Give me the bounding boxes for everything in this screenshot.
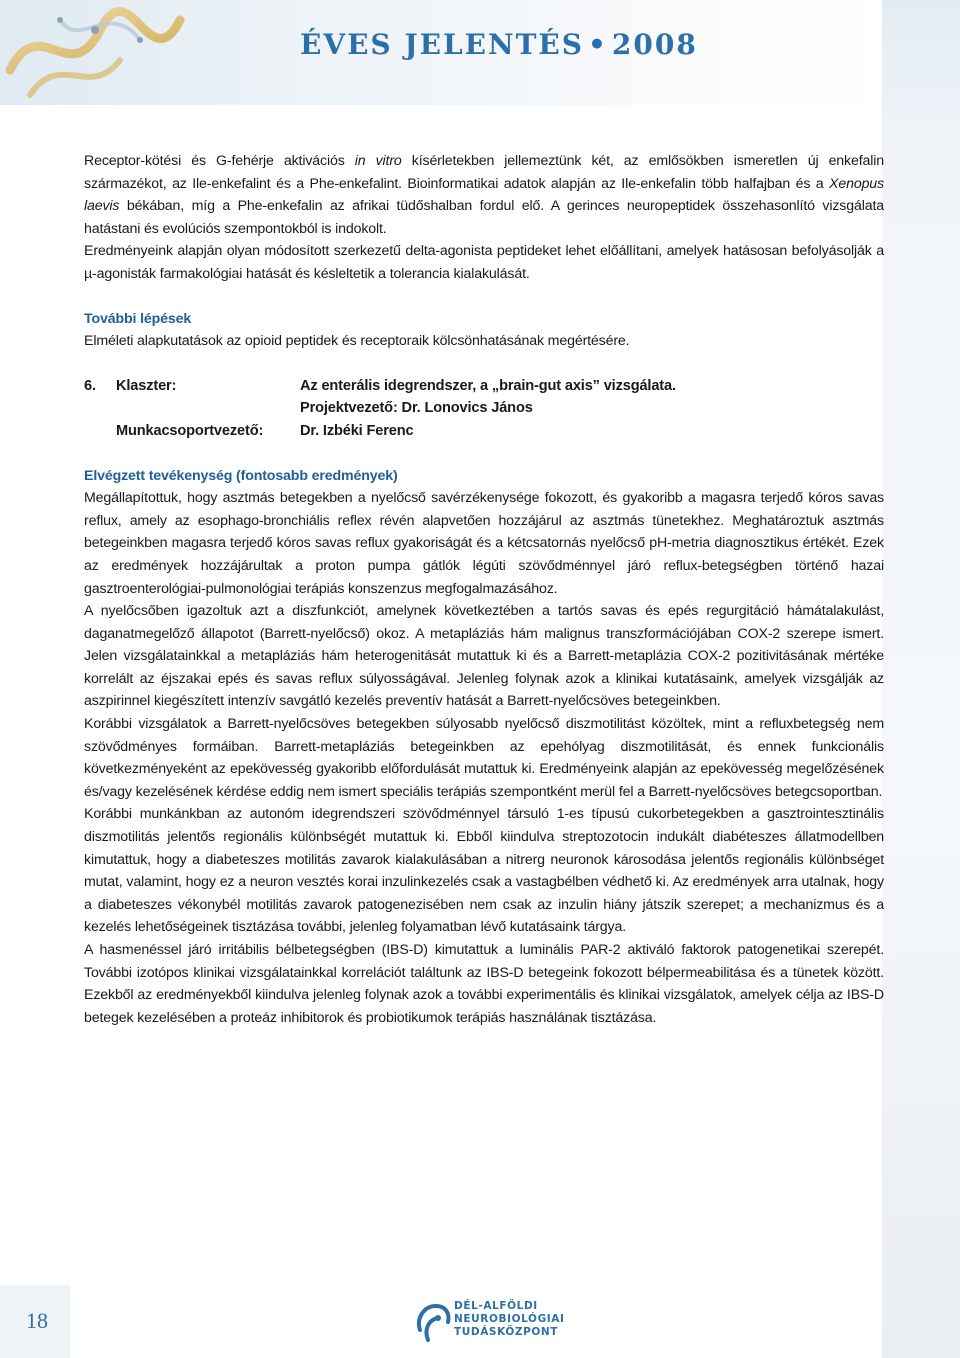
results-heading: Elvégzett tevékenység (fontosabb eredmények) xyxy=(84,467,398,484)
next-steps-heading: További lépések xyxy=(84,310,192,327)
page-side-band xyxy=(882,0,960,1358)
neuro-center-logo-icon xyxy=(414,1300,452,1344)
results-paragraph: A hasmenéssel járó irritábilis bélbetegségben (IBS-D) kimutattuk a luminális PAR-2 aktiváló faktorok patogenetikai szerepét. További izotópos klinikai vizsgálatainkkal korrelációt találtunk az IBS-D betegeink fokozott bélpermeabilitása és a tünetek között. Ezekből az eredményekből kiindulva jelenleg folynak azok a további experimentális és klinikai vizsgálatok, amelyek célja az IBS-D betegek kezelésében a proteáz inhibitorok és probiotikumok terápiás használának tisztázása. xyxy=(84,942,884,1026)
results-paragraph: Korábbi munkánkban az autonóm idegrendszeri szövődménnyel társuló 1-es típusú cukorbetegekben a gasztrointesztinális diszmotilitás jelentős regionális különbségét mutattuk ki. Ebből kiindulva streptozotocin indukált diabéteszes állatmodellben kimutattuk, hogy a diabeteszes motilitás zavarok kialakulásában a nitrerg neuronok károsodása jelentős regionális különbséget mutat, valamint, hogy ez a neuron vesztés korai inzulinkezelés csak a vastagbélben védhető ki. Az eredmények arra utalnak, hogy a diabeteszes vékonybél motilitás zavarok patogenezisében nem csak az inzulin hiány játszik szerepet; a mechanizmus és a kezelés lehetőségeinek tisztázása további, jelenleg folyamatban lévő kutatásaink tárgya. xyxy=(84,806,884,936)
org-line-1: DÉL-ALFÖLDI xyxy=(454,1300,538,1312)
results-paragraph: A nyelőcsőben igazoltuk azt a diszfunkciót, amelynek következtében a tartós savas és epés regurgitáció hámátalakulást, daganatmegelőző állapotot (Barrett-nyelőcső) okoz. A metapláziás hám malignus transzformációjában COX-2 szerepe ismert. Jelen vizsgálatainkkal a metapláziás hám heterogenitását mutattuk ki és a Barrett-metaplázia COX-2 pozitivitásának mértéke korrelált az éjszakai epés és savas reflux súlyosságával. Jelenleg folynak azok a klinikai kutatásaink, amelyek vizsgálják az aszpirinnel kiegészített intenzív savgátló kezelés preventív hatását a Barrett-nyelőcsöves betegeinkben. xyxy=(84,603,884,710)
org-line-3: TUDÁSKÖZPONT xyxy=(454,1326,559,1338)
next-steps-text: Elméleti alapkutatások az opioid peptidek és receptoraik kölcsönhatásának megértésére. xyxy=(84,333,630,350)
title-bullet: • xyxy=(588,28,608,61)
cluster-title: Az enterális idegrendszer, a „brain-gut axis” vizsgálata. xyxy=(300,377,676,394)
cluster-group-leader: Dr. Izbéki Ferenc xyxy=(300,422,414,439)
cluster-group-label: Munkacsoportvezető: xyxy=(116,422,264,439)
title-text: ÉVES JELENTÉS xyxy=(300,28,584,61)
results-paragraph: Megállapítottuk, hogy asztmás betegekben a nyelőcső savérzékenysége fokozott, és gyakoribb a magasra terjedő kóros savas reflux, amely az esophago-bronchiális reflex révén alapvetően hozzájárul az asztmás tünetekhez. Meghatároztuk asztmás betegeinkben magasra terjedő kóros savas reflux gyakoriságát és a kétcsatornás nyelőcső pH-metria diagnosztikus értékét. Ezek az eredmények hozzájárultak a proton pumpa gátlók légúti szövődménnyel járó reflux-betegségben történő hazai gasztroenterológiai-pulmonológiai terápiás konszenzus megfogalmazásához. xyxy=(84,490,884,597)
title-year: 2008 xyxy=(611,28,698,61)
page-number: 18 xyxy=(26,1308,48,1333)
intro-paragraph-2: Eredményeink alapján olyan módosított szerkezetű delta-agonista peptideket lehet előállítani, amelyek hatásosan befolyásolják a µ-agonisták farmakológiai hatását és késleltetik a tolerancia kialakulását. xyxy=(84,243,884,282)
document-title xyxy=(300,28,698,61)
cluster-number: 6. xyxy=(84,377,96,394)
cluster-project-leader: Projektvezető: Dr. Lonovics János xyxy=(300,400,533,417)
main-content xyxy=(84,150,884,1029)
results-paragraph: Korábbi vizsgálatok a Barrett-nyelőcsöves betegekben súlyosabb nyelőcső diszmotilitást közöltek, mint a refluxbetegség nem szövődményes formáiban. Barrett-metapláziás betegeinkben az epehólyag diszmotilitását, és ennek funkcionális következményeként az epekövesség gyakoribb előfordulását mutattuk ki. Eredményeink alapján az epekövesség megelőzésének és/vagy kezelésének kérdése eddig nem ismert speciális terápiás szempontként merül fel a Barrett-nyelőcsöves betegcsoportban. xyxy=(84,716,884,800)
cluster-block xyxy=(84,375,884,443)
intro-paragraph-1: Receptor-kötési és G-fehérje aktivációs in vitro kísérletekben jellemeztünk két, az emlősökben ismeretlen új enkefalin származékot, az Ile-enkefalint és a Phe-enkefalint. Bioinformatikai adatok alapján az Ile-enkefalin több halfajban és a Xenopus laevis békában, míg a Phe-enkefalin az afrikai tüdőshalban fordul elő. A gerinces neuropeptidek összehasonlító vizsgálata hatástani és evolúciós szempontokból is indokolt. xyxy=(84,153,885,237)
org-line-2: NEUROBIOLÓGIAI xyxy=(454,1313,565,1325)
molecule-logo-art xyxy=(0,0,240,110)
footer-organization xyxy=(454,1300,565,1339)
cluster-label: Klaszter: xyxy=(116,377,177,394)
